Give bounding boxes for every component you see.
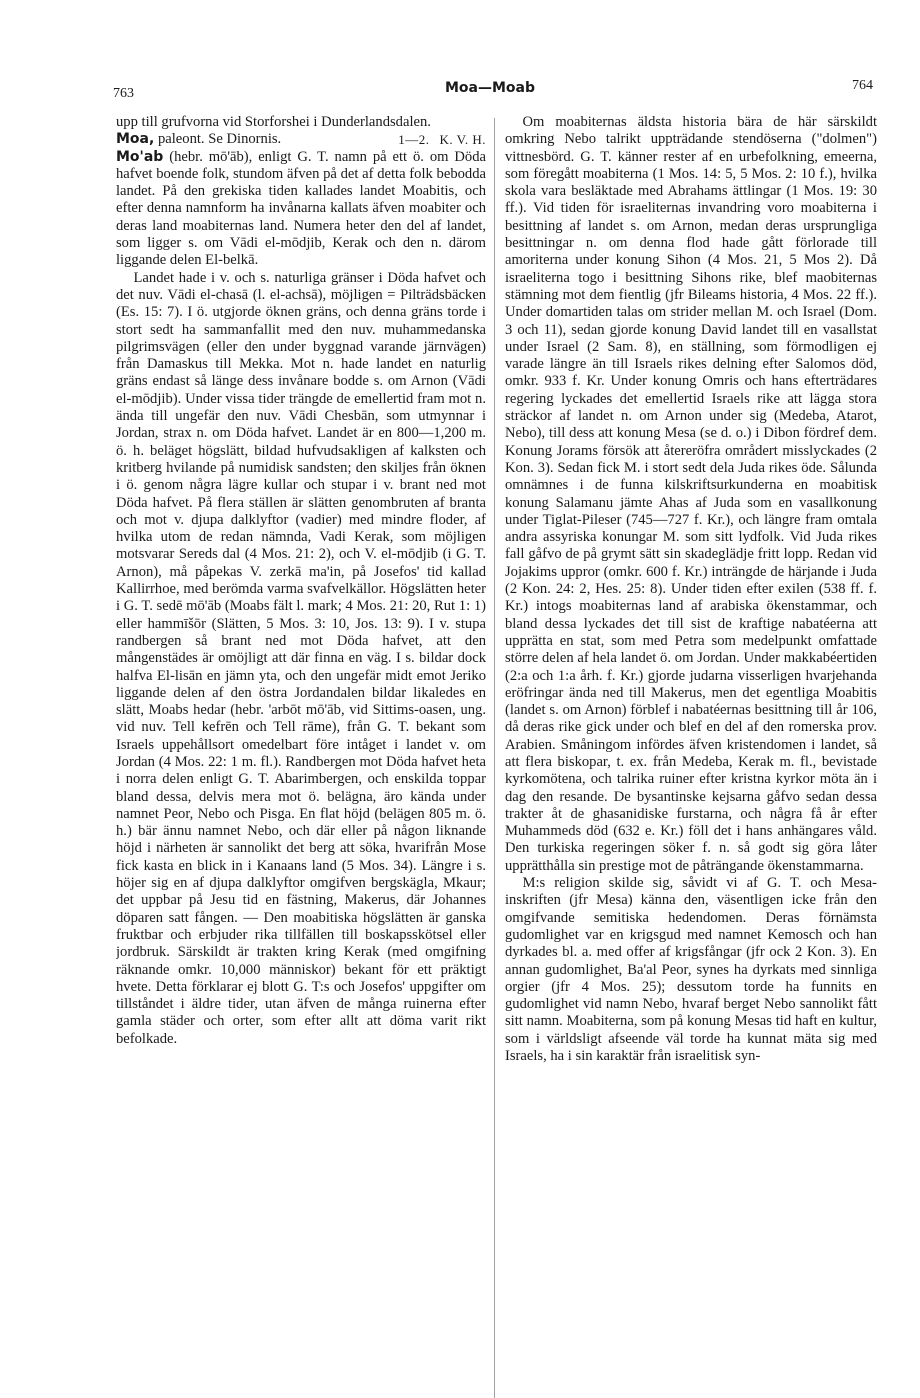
continuation-text: upp till grufvorna vid Storforshei i Dunderlandsdalen. [116,114,431,130]
paragraph-geography: Landet hade i v. och s. naturliga gränser i Döda hafvet och det nuv. Vādi el-chasā (l. el-achsā), möjligen = Pilträdsbäcken (Es. 15: 7). I ö. utgjorde öknen gräns, och denna gräns torde i stort sedt ha sammanfallit med den nuv. muhammedanska pilgrimsvägen (eller den under byggnad varande järnvägen) från Damaskus till Mekka. Mot n. hade landet en naturlig gräns endast så länge dess invånare bodde s. om Arnon (Vādi el-mōdjib). Under vissa tider trängde de emellertid fram mot n. ända till ungefär den nuv. Vādi Chesbān, som utmynnar i Jordan, strax n. om Döda hafvet. Landet är en 800—1,200 m. ö. h. beläget högslätt, bildad hufvudsakligen af kalksten och kritberg hvilande på numidisk sandsten; den skiljes från öknen i ö. genom några lägre kullar och stupar i v. brant ned mot Döda hafvet. På flera ställen är slätten genombruten af branta och mot v. djupa dalklyftor (vadier) med mindre floder, af hvilka utom de redan nämnda, Vadi Kerak, som möjligen motsvarar Sereds dal (4 Mos. 21: 2), och V. el-mōdjib (i G. T. Arnon), må påpekas V. zerkā ma'in, på Josefos' tid kallad Kallirrhoe, med berömda varma svafvelkällor. Högslätten heter i G. T. sedē mō'āb (Moabs fält l. mark; 4 Mos. 21: 20, Rut 1: 1) eller hammīšōr (Slätten, 5 Mos. 3: 10, Jos. 13: 9). I v. stupa randbergen så brant ned mot Döda hafvet, att den mångenstädes är omöjligt att där finna en väg. I s. bildar dock halfva El-lisān en jämn yta, och den ungefär midt emot Jeriko liggande delen af den östra Jordandalen bildar likaledes en slätt, Moabs hedar (hebr. 'arbōt mō'āb, vid Sittims-oasen, ung. vid nuv. Tell kefrēn och Tell rāme), från G. T. bekant som Israels uppehållsort omedelbart före intåget i landet v. om Jordan (4 Mos. 22: 1 m. fl.). Randbergen mot Döda hafvet heta i norra delen enligt G. T. Abarimbergen, och enskilda toppar bland dessa, delvis mera mot ö. belägna, äro kända under namnet Peor, Nebo och Pisga. En flat höjd (belägen 805 m. ö. h.) bär ännu namnet Nebo, och där eller på någon liknande höjd i närheten är sannolikt det berg att söka, hvarifrån Mose fick kasta en blick in i Kanaans land (5 Mos. 34). Längre i s. höjer sig en af djupa dalklyftor omgifven bergskägla, Mkaur; det uppbar på Jesu tid en fästning, Makerus, där Johannes döparen satt fången. — Den moabitiska högslätten är ganska fruktbar och erbjuder rika tillfällen till boskapsskötsel eller jordbruk. Särskildt är trakten kring Kerak (med omgifning räknande omkr. 10,000 människor) bekant för ett präktigt hvete. Detta förklarar ej blott G. T:s och Josefos' uppgifter om tillståndet i äldre tider, utan äfven de många ruinerna efter gamla städer och orter, som efter allt att döma varit rikt befolkade. [116,269,486,1047]
headword-moab: Mo'ab [116,148,164,165]
page-number-left: 763 [113,86,134,101]
entry-moa-text: paleont. Se Dinornis. [154,131,282,148]
column-range: 1—2. [398,132,430,148]
author-signature [398,131,486,148]
right-column [505,114,877,1065]
running-head: Moa—Moab [445,80,536,96]
column-divider [494,118,495,1398]
left-column [116,114,486,1048]
entry-moab [116,149,486,270]
paragraph-religion: M:s religion skilde sig, såvidt vi af G. T. och Mesa-inskriften (jfr Mesa) känna den, väsentligen icke från den omgifvande semitiska hedendomen. Deras förnämsta gudomlighet var en krigsgud med namnet Kemosch och han dyrkades bl. a. med offer af krigsfångar (jfr ock 2 Kon. 3). En annan gudomlighet, Ba'al Peor, synes ha dyrkats med sinnliga orgier (jfr 4 Mos. 25); dessutom torde ha funnits en gudomlighet vid namn Nebo, hvaraf berget Nebo sannolikt fått sitt namn. Moabiterna, som på konung Mesas tid haft en kultur, som i världsligt afseende väl torde ha kunnat mäta sig med Israels, ha i sin karaktär från israelitisk syn- [505,875,877,1065]
page-header [113,78,873,100]
headword-moa: Moa, [116,131,155,148]
paragraph-history: Om moabiternas äldsta historia bära de här särskildt omkring Nebo talrikt uppträdande stendöserna ("dolmen") vittnesbörd. G. T. känner rester af en urbefolkning, emeerna, som föregått moabiterna (1 Mos. 14: 5, 5 Mos. 2: 10 f.), hvilka skola vara besläktade med Abrahams ättlingar (1 Mos. 19: 30 ff.). Vid tiden för israeliternas invandring voro moabiterna i besittning af landet s. om Arnon, medan deras ursprungliga besittningar n. om denna flod hade gått förlorade till amoriterna under konung Sihon (4 Mos. 21, 5 Mos 2). Då israeliterna togo i besittning Sihons rike, blef maobiternas stämning mot dem fientlig (jfr Bileams historia, 4 Mos. 22 ff.). Under domartiden talas om strider mellan M. och Israel (Dom. 3 och 11), sedan gjorde konung David landet till en vasallstat under Israel (2 Sam. 8), en ställning, som förmodligen ej varade längre än till Israels rikes delning efter Salomos död, omkr. 933 f. Kr. Under konung Omris och hans efterträdares regering lyckades det emellertid Israels rike att lägga stora sträckor af landet n. om Arnon under sig (Medeba, Atarot, Nebo), till dess att konung Mesa (se d. o.) i Dibon fördref dem. Konung Jorams försök att återeröfra områdert misslyckades (2 Kon. 3). Sedan fick M. i stort sedt dela Juda rikes öde. Sålunda omnämnes i de funna kilskriftsurkunderna en moabitisk konung Salamanu jämte Ahas af Juda som en vasallkonung under Tiglat-Pileser (745—727 f. Kr.), och längre fram omtala andra assyriska konungar M. som sitt lydfolk. Vid Juda rikes fall gåfvo de på grymt sätt sin skadeglädje fritt lopp. Redan vid Jojakims uppror (omkr. 600 f. Kr.) inträngde de härjande i Juda (2 Kon. 24: 2, Hes. 25: 8). Under tiden efter exilen (538 ff. f. Kr.) intogs moabiternas land af arabiska ökenstammar, och bland dessa lyckades det till sist de kraftige nabatéerna att upprätta en stat, som med Petra som medelpunkt omfattade större delen af hela landet ö. om Jordan. Under makkabéertiden (2:a och 1:a årh. f. Kr.) gjorde judarna visserligen hvarjehanda eröfringar ända ned till Makerus, men det egentliga Moabitis (landet s. om Arnon) förblef i nabatéernas besittning till år 106, då deras rike gick under och blef en del af den romerska prov. Arabien. Småningom infördes äfven kristendomen i landet, så att flera biskopar, t. ex. från Medeba, Kerak m. fl., bevistade kyrkomötena, och talrika ruiner efter kristna kyrkor möta än i dag den resande. De bysantinske kejsarna gåfvo sedan dessa trakter åt de ghasanidiske furstarna, och några få år efter Muhammeds död (632 e. Kr.) föll det i hans anhängares våld. Den turkiska regeringen söker f. n. så godt sig göra låter upprätthålla sin prestige mot de påträngande ökenstammarna. [505,114,877,874]
signature-initials: K. V. H. [439,132,486,148]
page-number-right: 764 [852,78,873,93]
entry-moab-text: (hebr. mō'āb), enligt G. T. namn på ett ö. om Döda hafvet boende folk, stundom äfven på det af detta folk bebodda landet. På den grekiska tiden kallades landet Moabitis, och efter denna namnform ha invånarna kallats äfven moabiter och deras land moabiternas land. Numera heter den del af landet, som ligger s. om Vādi el-mōdjib, Kerak och den n. därom liggande delen El-belkā. [116,148,486,269]
